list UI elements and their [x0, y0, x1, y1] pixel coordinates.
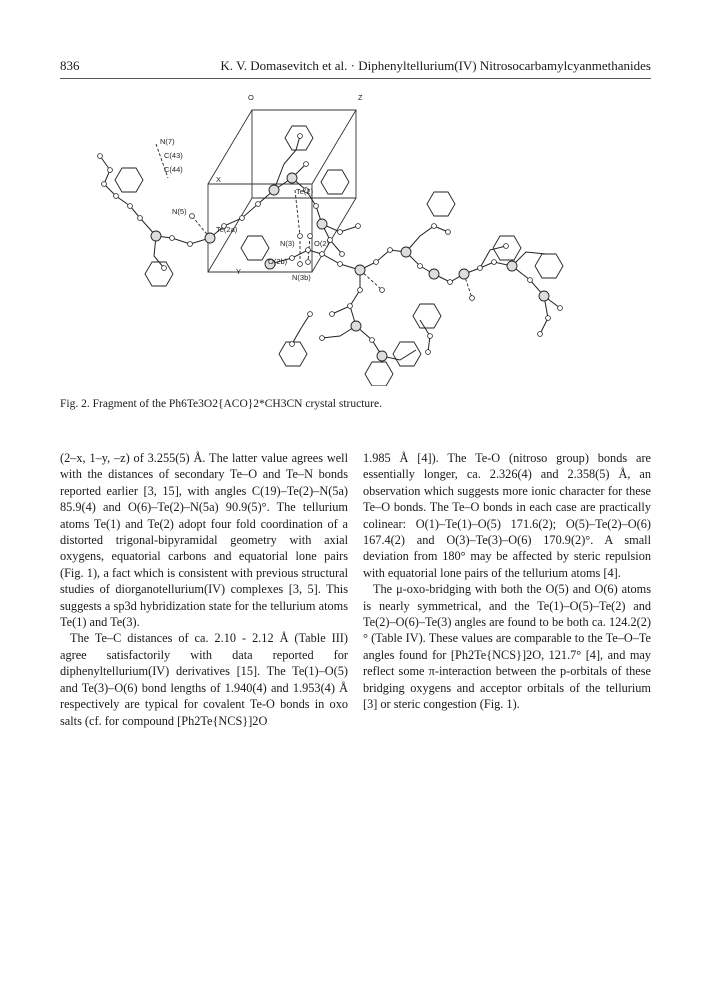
- atom-label-te2a: Te(2a): [216, 225, 238, 234]
- axis-label-z: Z: [358, 93, 363, 102]
- running-header: [60, 56, 651, 79]
- atom-label-n3: N(3): [280, 239, 295, 248]
- paragraph: The μ-oxo-bridging with both the O(5) and O(6) atoms is nearly symmetrical, and the Te(1)–O(5)–Te(2) and Te(2)–O(6)–Te(3) angles are found to be both ca. 124.2(2)° (Table IV). These values are comparable to the Te–O–Te angles found for [Ph2Te{NCS}]2O, 121.7° [4], and may reflect some π-interaction between the p-orbitals of these bridging oxygens and acceptor orbitals of the tellurium [3] or steric congestion (Fig. 1).: [363, 582, 651, 712]
- paragraph: 1.985 Å [4]). The Te-O (nitroso group) bonds are essentially longer, ca. 2.326(4) and 2.358(5) Å, an observation which suggests more ionic character for these Te–O bonds. The Te–O bonds in each case are practically colinear: O(1)–Te(1)–O(5) 171.6(2); O(5)–Te(2)–O(6) 167.4(2) and O(3)–Te(3)–O(6) 170.9(2)°. A small deviation from 180° may be affected by steric repulsion with equatorial lone pairs of the tellurium atoms [4].: [363, 451, 651, 580]
- paragraph: (2–x, 1–y, –z) of 3.255(5) Å. The latter value agrees well with the distances of secondary Te–O and Te–N bonds reported earlier [3, 15], with angles C(19)–Te(2)–N(5a) 85.9(4) and O(6)–Te(2)–N(5a) 90.9(5)°. The tellurium atoms Te(1) and Te(2) adopt four fold coordination of a distorted trigonal-bipyramidal geometry with axial oxygens, equatorial carbons and equatorial lone pairs (Fig. 1), a fact which is consistent with previous structural studies of diorganotellurium(IV) complexes [3, 5]. This suggests a sp3d hybridization state for the tellurium atoms Te(1) and Te(3).: [60, 451, 348, 630]
- paragraph: The Te–C distances of ca. 2.10 - 2.12 Å (Table III) agree satisfactorily with data reported for diphenyltellurium(IV) derivatives [15]. The Te(1)–O(5) and Te(3)–O(6) bond lengths of 1.940(4) and 1.953(4) Å respectively are typical for covalent Te-O bonds in oxo salts (cf. for compound [Ph2Te{NCS}]2O: [60, 631, 348, 728]
- running-title: K. V. Domasevitch et al. · Diphenyltellurium(IV) Nitrosocarbamylcyanmethanides: [220, 58, 651, 73]
- atom-label-c44: C(44): [164, 165, 183, 174]
- crystal-structure-figure: [60, 86, 651, 386]
- atom-label-o2b: O(2b): [268, 257, 288, 266]
- figure-caption: Fig. 2. Fragment of the Ph6Te3O2{ACO}2*CH3CN crystal structure.: [60, 398, 382, 410]
- atom-label-o2: O(2): [314, 239, 329, 248]
- left-column: [60, 450, 348, 729]
- axis-label-o: O: [248, 93, 254, 102]
- axis-label-x: X: [216, 175, 222, 184]
- atom-label-n3b: N(3b): [292, 273, 311, 282]
- page-number: 836: [60, 58, 80, 73]
- atom-label-c43: C(43): [164, 151, 183, 160]
- axis-label-y: Y: [236, 267, 242, 276]
- atom-label-n7: N(7): [160, 137, 175, 146]
- crystal-structure-drawing: [60, 86, 651, 386]
- right-column: [363, 450, 651, 713]
- atom-label-n5: N(5): [172, 207, 187, 216]
- atom-label-te2: Te(2): [296, 187, 314, 196]
- secondary-contacts: [156, 144, 472, 298]
